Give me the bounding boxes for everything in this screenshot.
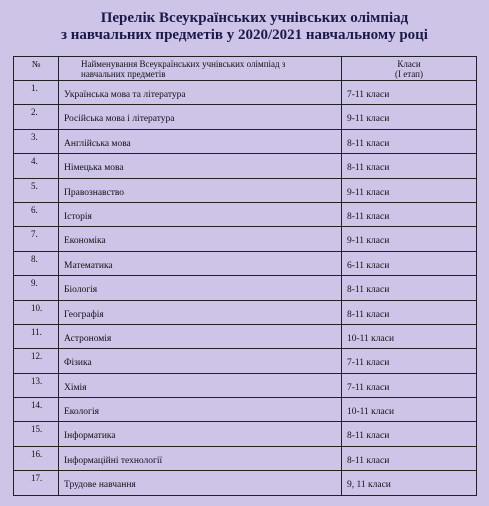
olympiad-table (13, 56, 477, 496)
olympiad-name: Німецька мова (59, 154, 342, 178)
olympiad-classes: 7-11 класи (342, 373, 477, 397)
row-number: 3. (14, 129, 59, 153)
table-row (14, 251, 477, 275)
row-number: 7. (14, 227, 59, 251)
olympiad-name: Інформаційні технології (59, 446, 342, 470)
olympiad-name: Українська мова та література (59, 81, 342, 105)
olympiad-classes: 8-11 класи (342, 154, 477, 178)
row-number: 12. (14, 349, 59, 373)
olympiad-classes: 8-11 класи (342, 446, 477, 470)
table-row (14, 373, 477, 397)
table-header (14, 57, 477, 81)
olympiad-name: Трудове навчання (59, 471, 342, 495)
olympiad-classes: 8-11 класи (342, 422, 477, 446)
table-row (14, 349, 477, 373)
olympiad-name: Інформатика (59, 422, 342, 446)
header-classes (342, 57, 477, 81)
olympiad-classes: 7-11 класи (342, 349, 477, 373)
header-name (59, 57, 342, 81)
olympiad-name: Правознавство (59, 178, 342, 202)
row-number: 17. (14, 471, 59, 495)
olympiad-classes: 9-11 класи (342, 227, 477, 251)
olympiad-classes: 6-11 класи (342, 251, 477, 275)
olympiad-name: Фізика (59, 349, 342, 373)
olympiad-name: Російська мова і література (59, 105, 342, 129)
olympiad-classes: 10-11 класи (342, 398, 477, 422)
header-name-line-1: Найменування Всеукраїнських учнівських олімпіад з (81, 59, 286, 69)
olympiad-classes: 9-11 класи (342, 105, 477, 129)
table-row (14, 227, 477, 251)
olympiad-name: Англійська мова (59, 129, 342, 153)
olympiad-name: Географія (59, 300, 342, 324)
olympiad-name: Біологія (59, 276, 342, 300)
olympiad-name: Математика (59, 251, 342, 275)
header-classes-line-2: (I етап) (395, 69, 423, 79)
table-row (14, 398, 477, 422)
header-name-line-2: навчальних предметів (81, 69, 166, 79)
row-number: 13. (14, 373, 59, 397)
row-number: 8. (14, 251, 59, 275)
table-row (14, 105, 477, 129)
row-number: 2. (14, 105, 59, 129)
olympiad-classes: 9-11 класи (342, 178, 477, 202)
olympiad-name: Астрономія (59, 324, 342, 348)
table-row (14, 276, 477, 300)
table-row (14, 446, 477, 470)
table-row (14, 178, 477, 202)
olympiad-name: Історія (59, 202, 342, 226)
title-line-1: Перелік Всеукраїнських учнівських олімпіад (100, 10, 409, 26)
olympiad-classes: 7-11 класи (342, 81, 477, 105)
row-number: 9. (14, 276, 59, 300)
olympiad-name: Хімія (59, 373, 342, 397)
table-body (14, 81, 477, 496)
header-classes-line-1: Класи (397, 59, 421, 69)
olympiad-classes: 9, 11 класи (342, 471, 477, 495)
table-row (14, 154, 477, 178)
row-number: 6. (14, 202, 59, 226)
table-row (14, 471, 477, 495)
table-row (14, 324, 477, 348)
row-number: 15. (14, 422, 59, 446)
row-number: 1. (14, 81, 59, 105)
row-number: 11. (14, 324, 59, 348)
table-row (14, 300, 477, 324)
row-number: 5. (14, 178, 59, 202)
row-number: 4. (14, 154, 59, 178)
olympiad-name: Екологія (59, 398, 342, 422)
olympiad-classes: 8-11 класи (342, 202, 477, 226)
table-row (14, 81, 477, 105)
olympiad-classes: 8-11 класи (342, 276, 477, 300)
olympiad-classes: 8-11 класи (342, 129, 477, 153)
row-number: 14. (14, 398, 59, 422)
olympiad-classes: 8-11 класи (342, 300, 477, 324)
title-line-2: з навчальних предметів у 2020/2021 навчальному році (61, 27, 428, 43)
table-row (14, 202, 477, 226)
row-number: 10. (14, 300, 59, 324)
row-number: 16. (14, 446, 59, 470)
olympiad-classes: 10-11 класи (342, 324, 477, 348)
table-row (14, 129, 477, 153)
table-row (14, 422, 477, 446)
olympiad-name: Економіка (59, 227, 342, 251)
header-number: № (14, 57, 59, 81)
